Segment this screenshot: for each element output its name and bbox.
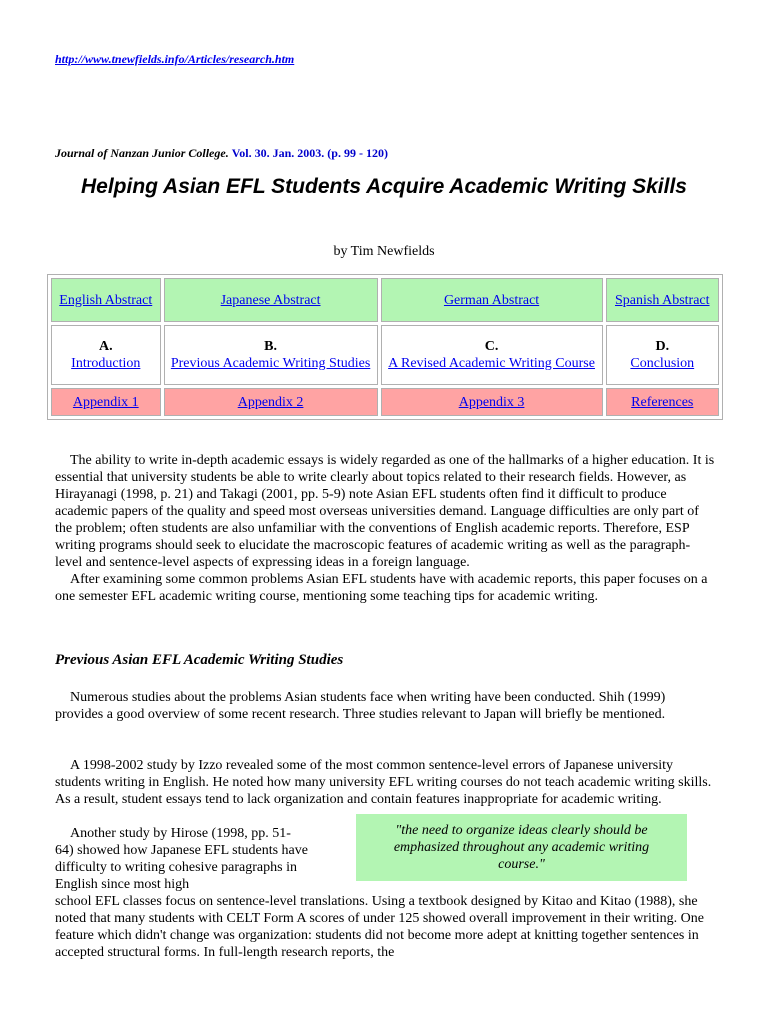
paragraph-text: school EFL classes focus on sentence-level translations. Using a textbook designed by Kitao and Kitao (1988), she noted that many students with CELT Form A scores of under 125 showed overall improvement in their writing. One feature which didn't change was organization: students did not become more adept at knitting together sentences in accepted structural forms. In full-length research reports, the bbox=[55, 894, 704, 960]
section-b-paragraph-3-wrap bbox=[55, 825, 309, 893]
section-c-letter: C. bbox=[484, 339, 499, 354]
journal-volume: Vol. 30. Jan. 2003. (p. 99 - 120) bbox=[231, 146, 388, 160]
section-b-paragraph-2 bbox=[55, 757, 715, 808]
navigation-table bbox=[47, 274, 723, 420]
conclusion-link[interactable]: Conclusion bbox=[630, 356, 695, 371]
paragraph-text: Another study by Hirose (1998, pp. 51-64) showed how Japanese EFL students have difficulty to writing cohesive paragraphs in English since most high bbox=[55, 826, 308, 892]
journal-name: Journal of Nanzan Junior College. bbox=[55, 146, 229, 160]
introduction-link[interactable]: Introduction bbox=[71, 356, 141, 371]
introduction-section bbox=[55, 452, 715, 605]
paragraph-text: Numerous studies about the problems Asian students face when writing have been conducted. Shih (1999) provides a good overview of some recent research. Three studies relevant to Japan will briefly be mentioned. bbox=[55, 690, 666, 722]
intro-paragraph-1: The ability to write in-depth academic essays is widely regarded as one of the hallmarks of a higher education. It is essential that university students be able to write clearly about topics related to their research fields. However, as Hirayanagi (1998, p. 21) and Takagi (2001, pp. 5-9) note Asian EFL students often find it difficult to produce academic papers of the quality and speed most overseas universities demand. Language difficulties are only part of the problem; often students are also unfamiliar with the conventions of English academic reports. Therefore, ESP writing programs should seek to elucidate the macroscopic features of academic writing as well as the paragraph-level and sentence-level aspects of expressing ideas in a foreign language. bbox=[55, 453, 715, 570]
previous-studies-link[interactable]: Previous Academic Writing Studies bbox=[170, 356, 371, 371]
section-a-letter: A. bbox=[98, 339, 113, 354]
appendices-row bbox=[51, 388, 719, 416]
appendix-2-link[interactable]: Appendix 2 bbox=[237, 394, 304, 410]
article-title: Helping Asian EFL Students Acquire Academic Writing Skills bbox=[80, 175, 687, 198]
english-abstract-link[interactable]: English Abstract bbox=[59, 292, 153, 308]
references-link[interactable]: References bbox=[631, 394, 694, 410]
section-d-letter: D. bbox=[655, 339, 670, 354]
appendix-3-link[interactable]: Appendix 3 bbox=[458, 394, 525, 410]
abstracts-row bbox=[51, 278, 719, 322]
section-b-letter: B. bbox=[264, 339, 277, 354]
german-abstract-link[interactable]: German Abstract bbox=[443, 292, 540, 308]
appendix-1-link[interactable]: Appendix 1 bbox=[72, 394, 139, 410]
section-heading: Previous Asian EFL Academic Writing Studies bbox=[55, 652, 344, 668]
journal-citation bbox=[55, 146, 388, 161]
source-url-link[interactable]: http://www.tnewfields.info/Articles/research.htm bbox=[55, 52, 295, 66]
section-b-paragraph-3-rest bbox=[55, 893, 715, 961]
spanish-abstract-link[interactable]: Spanish Abstract bbox=[615, 292, 710, 308]
intro-paragraph-2: After examining some common problems Asian EFL students have with academic reports, this paper focuses on a one semester EFL academic writing course, mentioning some teaching tips for academic writing. bbox=[55, 572, 708, 604]
paragraph-text: A 1998-2002 study by Izzo revealed some of the most common sentence-level errors of Japanese university students writing in English. He noted how many university EFL writing courses do not teach academic writing skills. As a result, student essays tend to lack organization and contain features inappropriate for academic writing. bbox=[55, 758, 712, 807]
section-b-paragraph-1 bbox=[55, 689, 715, 723]
japanese-abstract-link[interactable]: Japanese Abstract bbox=[220, 292, 321, 308]
byline: by Tim Newfields bbox=[333, 244, 435, 259]
pull-quote-text: "the need to organize ideas clearly should be emphasized throughout any academic writing course." bbox=[393, 823, 650, 872]
revised-course-link[interactable]: A Revised Academic Writing Course bbox=[388, 356, 595, 371]
sections-row bbox=[51, 325, 719, 385]
pull-quote bbox=[356, 814, 687, 881]
